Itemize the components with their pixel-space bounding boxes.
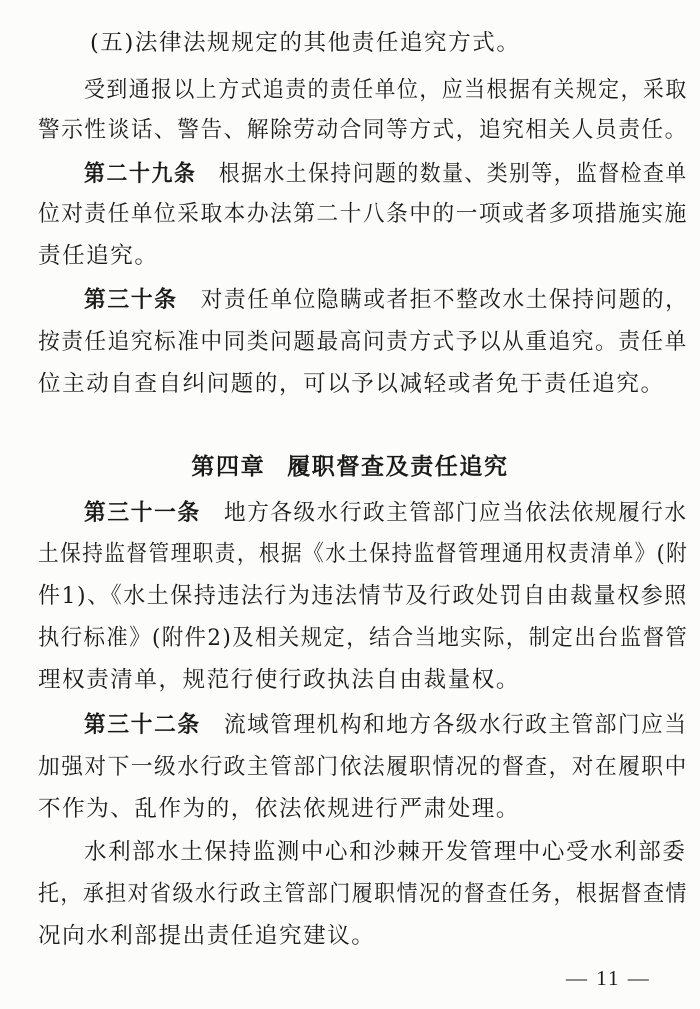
article-31-line-5: 理权责清单，规范行使行政执法自由裁量权。 <box>38 667 521 693</box>
monitor-paragraph-line-3: 况向水利部提出责任追究建议。 <box>38 923 376 949</box>
article-32-line-2: 加强对下一级水行政主管部门依法履职情况的督查，对在履职中 <box>38 754 688 780</box>
article-30-label: 第三十条 <box>84 287 178 313</box>
article-29-text-1: 根据水土保持问题的数量、类别等，监督检查单 <box>218 161 688 187</box>
article-31-line-4: 执行标准》(附件2)及相关规定，结合当地实际，制定出台监督管 <box>38 625 689 651</box>
notice-paragraph-line-2: 警示性谈话、警告、解除劳动合同等方式，追究相关人员责任。 <box>38 117 688 143</box>
article-31-text-1: 地方各级水行政主管部门应当依法依规履行水 <box>223 500 688 526</box>
article-30-text-1: 对责任单位隐瞒或者拒不整改水土保持问题的， <box>200 287 689 313</box>
page-number: — 11 — <box>566 966 651 990</box>
article-32-text-1: 流域管理机构和地方各级水行政主管部门应当 <box>223 712 688 738</box>
monitor-paragraph-line-2: 托，承担对省级水行政主管部门履职情况的督查任务，根据督查情 <box>38 881 688 907</box>
article-31-line-3: 件1)、《水土保持违法行为违法情节及行政处罚自由裁量权参照 <box>38 583 688 609</box>
notice-paragraph-line-1: 受到通报以上方式追责的责任单位，应当根据有关规定，采取 <box>84 77 688 103</box>
chapter-4-title: 履职督查及责任追究 <box>287 454 509 480</box>
article-32-line-1 <box>84 707 688 743</box>
article-30-line-1 <box>84 282 688 318</box>
article-32-line-3: 不作为、乱作为的，依法依规进行严肃处理。 <box>38 796 521 822</box>
chapter-4-number: 第四章 <box>191 454 266 480</box>
article-29-line-1 <box>84 156 688 192</box>
article-31-line-2: 土保持监督管理职责，根据《水土保持监督管理通用权责清单》(附 <box>38 541 689 567</box>
chapter-4-heading <box>0 449 700 485</box>
item-5-text: (五)法律法规规定的其他责任追究方式。 <box>90 30 521 56</box>
article-31-line-1 <box>84 495 688 531</box>
article-32-label: 第三十二条 <box>84 712 201 738</box>
article-30-line-2: 按责任追究标准中同类问题最高问责方式予以从重追究。责任单 <box>38 329 688 355</box>
article-29-line-3: 责任追究。 <box>38 243 159 269</box>
article-29-label: 第二十九条 <box>84 161 197 187</box>
article-30-line-3: 位主动自查自纠问题的，可以予以减轻或者免于责任追究。 <box>38 371 665 397</box>
article-29-line-2: 位对责任单位采取本办法第二十八条中的一项或者多项措施实施 <box>38 201 688 227</box>
monitor-paragraph-line-1: 水利部水土保持监测中心和沙棘开发管理中心受水利部委 <box>84 839 687 865</box>
article-31-label: 第三十一条 <box>84 500 201 526</box>
